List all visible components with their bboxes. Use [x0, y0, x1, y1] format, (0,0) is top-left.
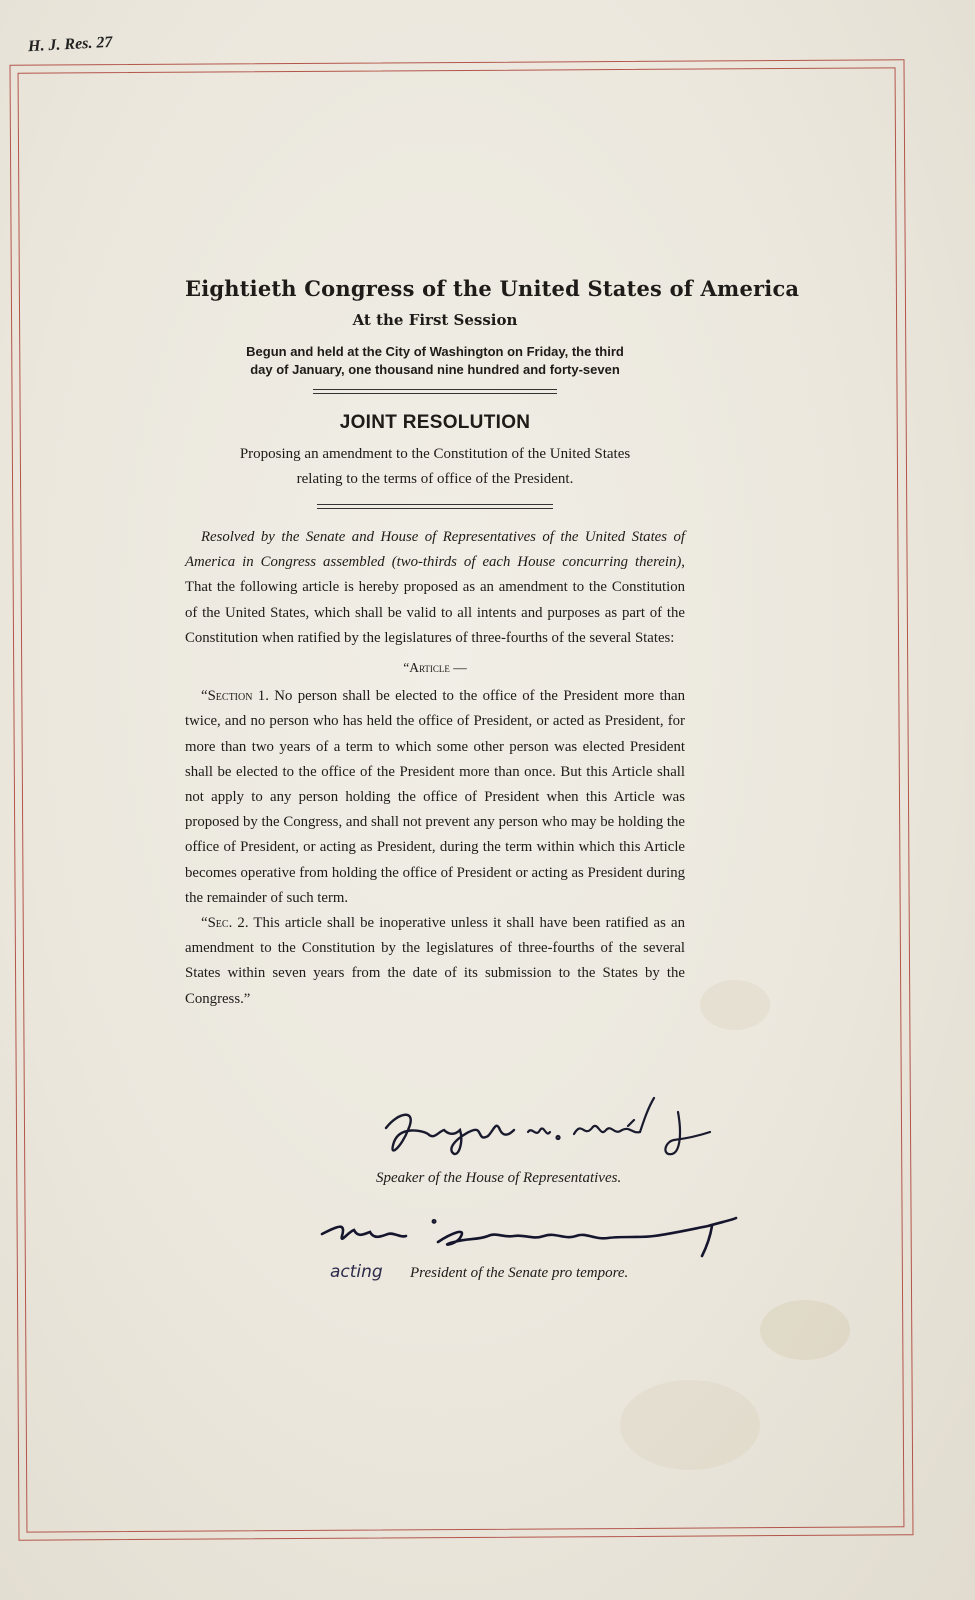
section-2-text: This article shall be inoperative unless it shall have been ratified as an amendment to the Constitution by the legislatures of three-fourths of the several States within seven years from the date of its submission to the States by the Congress.”: [185, 915, 685, 1007]
article-heading: “Article —: [403, 660, 467, 676]
resolution-purpose: [185, 442, 685, 492]
acting-handwritten: acting: [330, 1262, 383, 1282]
section-1: [185, 684, 685, 911]
resolution-heading: JOINT RESOLUTION: [339, 412, 531, 433]
document-content: [185, 270, 800, 1012]
purpose-line: Proposing an amendment to the Constitution of the United States: [239, 446, 631, 462]
section-2-label: “Sec. 2.: [201, 915, 249, 932]
speaker-signature: [378, 1090, 718, 1170]
session-date-line: day of January, one thousand nine hundred and forty-seven: [250, 362, 620, 377]
page-id: H. J. Res. 27: [27, 33, 113, 56]
speaker-title: Speaker of the House of Representatives.: [376, 1170, 622, 1186]
session-date: [185, 343, 685, 379]
resolving-clause-text: , That the following article is hereby proposed as an amendment to the Constitution of the United States, which shall be valid to all intents and purposes as part of the Constitution when ratified by the legislatures of three-fourths of the several States:: [185, 554, 685, 646]
session-date-line: Begun and held at the City of Washington on Friday, the third: [246, 344, 624, 359]
senate-signature: [318, 1212, 748, 1264]
double-rule-divider: [317, 504, 553, 509]
resolution-body: [185, 525, 685, 1012]
resolving-clause-italic: Resolved by the Senate and House of Representatives of the United States of America in Congress assembled (two-thirds of each House concurring therein): [185, 529, 685, 571]
resolving-clause: [185, 525, 685, 651]
senate-president-title: President of the Senate pro tempore.: [410, 1265, 629, 1281]
session-title: At the First Session: [352, 311, 518, 329]
section-1-label: “Section 1.: [201, 688, 269, 705]
section-2: [185, 911, 685, 1012]
double-rule-divider: [313, 389, 557, 394]
section-1-text: No person shall be elected to the office of the President more than twice, and no person who has held the office of President, or acted as President, for more than two years of a term to which some other person was elected President shall be elected to the office of the President more than once. But this Article shall not apply to any person holding the office of President when this Article was proposed by the Congress, and shall not prevent any person who may be holding the office of President, or acting as President, during the term within which this Article becomes operative from holding the office of President or acting as President during the remainder of such term.: [185, 688, 685, 906]
congress-title: Eightieth Congress of the United States of America: [185, 276, 800, 301]
purpose-line: relating to the terms of office of the President.: [296, 471, 574, 487]
